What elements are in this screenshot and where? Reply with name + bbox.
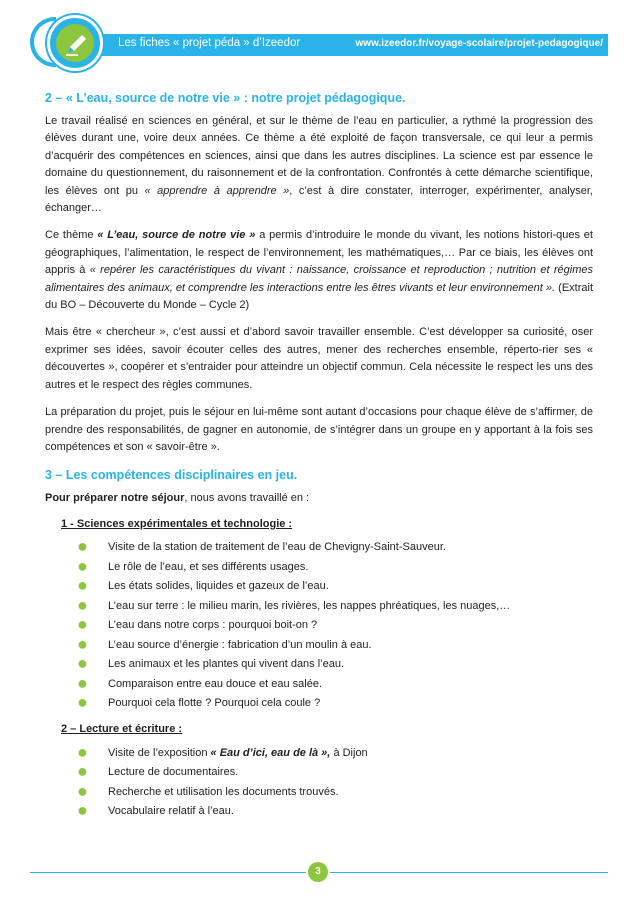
page-number: 3 (308, 862, 328, 882)
p1-quote: « apprendre à apprendre » (144, 184, 290, 197)
intro-rest: , nous avons travaillé en : (184, 492, 310, 505)
p2-end: (Extrait du BO – Découverte du Monde – Cycle 2) (45, 281, 594, 312)
bullet-dot-icon: ● (77, 575, 88, 596)
pen-icon (58, 26, 94, 62)
list-item: ● Les animaux et les plantes qui vivent dans l’eau. (77, 653, 345, 674)
list-item: ● L’eau sur terre : le milieu marin, les rivières, les nappes phréatiques, les nuages,… (77, 594, 511, 615)
header-url[interactable]: www.izeedor.fr/voyage-scolaire/projet-pedagogique/ (355, 38, 603, 49)
page-header (30, 15, 608, 69)
izeedor-logo (47, 15, 103, 71)
section-2-heading: 2 – « L’eau, source de notre vie » : notre projet pédagogique. (45, 91, 406, 105)
reading-list (45, 741, 593, 821)
section-3-intro (45, 490, 593, 507)
exhibition-title: « Eau d’ici, eau de là », (210, 746, 331, 759)
section-3-heading: 3 – Les compétences disciplinaires en jeu. (45, 468, 298, 483)
p1-end: , c’est à dire constater, interroger, expérimenter, analyser, échanger… (45, 184, 593, 215)
list-item: ● Pourquoi cela flotte ? Pourquoi cela coule ? (77, 692, 321, 713)
bullet-dot-icon: ● (77, 692, 88, 713)
list-item: ● Visite de la station de traitement de l’eau de Chevigny-Saint-Sauveur. (77, 536, 446, 557)
bullet-dot-icon: ● (77, 761, 88, 782)
list-item: ● Visite de l’exposition « Eau d’ici, eau de là », à Dijon (77, 741, 368, 762)
bullet-dot-icon: ● (77, 672, 88, 693)
p1-text: Le travail réalisé en sciences en général, et sur le thème de l’eau en particulier, a rythmé la progression des élèves durant une, voire deux années. Ce thème a été exploité de façon transversale, ce qui leur a permis d’acquérir des compétences en sciences, ainsi que dans les autres disciplines. La science est par essence le domaine du questionnement, du raisonnement et de la confrontation. Confrontés à cette démarche scientifique, les élèves ont pu (45, 115, 593, 197)
bullet-dot-icon: ● (77, 614, 88, 635)
list-item: ● Vocabulaire relatif à l’eau. (77, 800, 234, 821)
section-2-paragraph-1 (45, 113, 593, 217)
footer-divider-left (30, 872, 306, 873)
list-item: ● Lecture de documentaires. (77, 761, 239, 782)
bullet-dot-icon: ● (77, 780, 88, 801)
list-item: ● L’eau dans notre corps : pourquoi boit-on ? (77, 614, 318, 635)
intro-bold: Pour préparer notre séjour (45, 492, 185, 505)
subheading-sciences: 1 - Sciences expérimentales et technologie : (61, 517, 293, 530)
p2-theme: « L’eau, source de notre vie » (97, 229, 256, 242)
list-item: ● Comparaison entre eau douce et eau salée. (77, 672, 323, 693)
bullet-dot-icon: ● (77, 800, 88, 821)
list-item: ● Le rôle de l’eau, et ses différents usages. (77, 555, 309, 576)
list-item: ● L’eau source d’énergie : fabrication d’un moulin à eau. (77, 633, 372, 654)
section-2-paragraph-2 (45, 227, 593, 314)
header-bar (94, 34, 608, 56)
header-title: Les fiches « projet péda » d’Izeedor (118, 37, 301, 49)
bullet-dot-icon: ● (77, 555, 88, 576)
bullet-dot-icon: ● (77, 653, 88, 674)
subheading-reading-writing: 2 – Lecture et écriture : (61, 723, 183, 736)
list-item: ● Les états solides, liquides et gazeux de l’eau. (77, 575, 329, 596)
footer-divider-right (330, 872, 608, 873)
list-item: ● Recherche et utilisation les documents trouvés. (77, 780, 339, 801)
sciences-list (45, 536, 593, 713)
section-2-paragraph-3: Mais être « chercheur », c’est aussi et d’abord savoir travailler ensemble. C’est développer sa curiosité, oser exprimer ses idées, savoir écouter celles des autres, mener des recherches ensemble, réperto-rier ses « découvertes », coopérer et s’entraider pour atteindre un objectif commun. Cela nécessite le respect les uns des autres et le respect des règles communes. (45, 326, 593, 391)
page-content (45, 89, 593, 829)
p2-mid: a permis d’introduire le monde du vivant, les notions histori-ques et géographiques, l’alimentation, le respect de l’environnement, les mathématiques,… Par ce biais, les élèves ont appris à (45, 229, 593, 277)
bullet-dot-icon: ● (77, 536, 88, 557)
p2-start: Ce thème (45, 229, 94, 242)
p2-quote: « repérer les caractéristiques du vivant : naissance, croissance et reproduction ; nutrition et régimes alimentaires des animaux, et comprendre les interactions entre les êtres vivants et leur environnement ». (45, 264, 593, 294)
bullet-dot-icon: ● (77, 633, 88, 654)
section-2-paragraph-4: La préparation du projet, puis le séjour en lui-même sont autant d’occasions pour chaque élève de s’affirmer, de prendre des responsabilités, de gagner en autonomie, de s’intégrer dans un groupe en y apportant à la fois ses compétences et son « savoir-être ». (45, 406, 593, 453)
bullet-dot-icon: ● (77, 741, 88, 762)
bullet-dot-icon: ● (77, 594, 88, 615)
